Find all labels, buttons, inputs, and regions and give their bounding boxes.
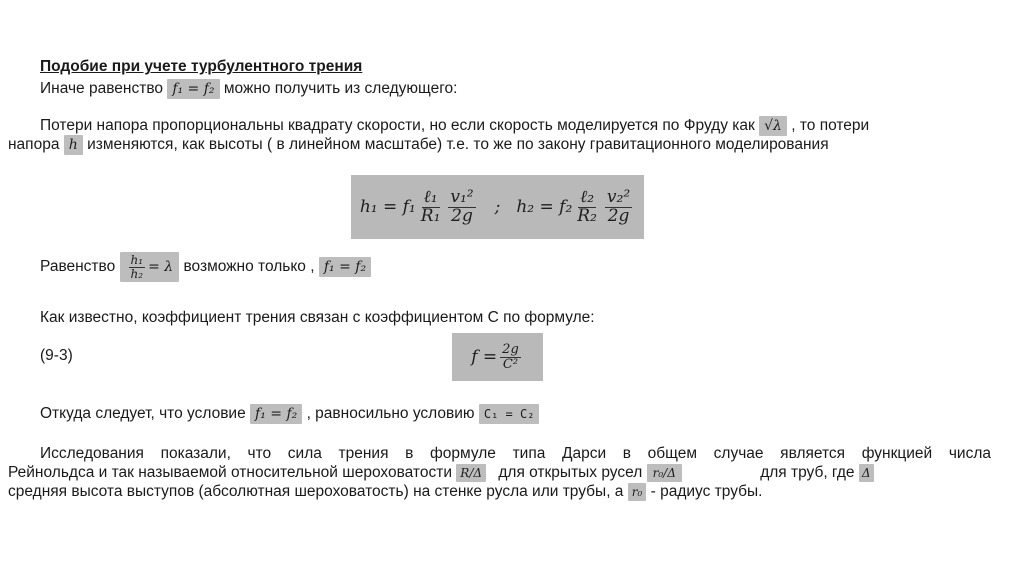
p3-prefix: Равенство [40,258,116,276]
formula-head-loss [351,175,644,239]
p2-text-d: изменяются, как высоты ( в линейном масштабе) т.е. то же по закону гравитационного моделирования [87,136,829,154]
formula-f-2g-c2 [452,333,543,381]
big-left-frac-1 [419,186,443,226]
p1-suffix: можно получить из следующего: [223,80,458,98]
eq-num: 2g [502,341,519,357]
p2-text-a: Потери напора пропорциональны квадрату скорости, но если скорость моделируется по Фруду как [40,117,755,135]
paragraph-1 [40,79,458,99]
big-right-frac-1 [575,186,599,226]
formula-f1-eq-f2-c: f₁ = f₂ [250,404,302,424]
big-right-f2-den: 2g [607,205,630,226]
p6-prefix: Откуда следует, что условие [40,405,246,423]
p1-prefix: Иначе равенство [40,80,163,98]
formula-h-ratio [120,252,180,282]
formula-r0-over-delta: r₀/Δ [647,464,682,482]
p7-line-3 [8,482,991,501]
formula-r-over-delta: R/Δ [456,464,486,482]
p6-middle: , равносильно условию [306,405,475,423]
big-left-lhs: h₁ = f₁ [359,197,416,217]
formula-r0: r₀ [628,483,647,501]
paragraph-6 [40,404,539,424]
formula-h: h [64,135,83,155]
paragraph-2-line-1 [40,116,869,136]
big-separator: ; [494,197,501,217]
ratio-frac [129,254,146,280]
p3-middle: возможно только , [183,258,315,276]
big-left-f1-den: R₁ [420,205,441,226]
paragraph-2-line-2 [8,135,829,155]
paragraph-7 [8,444,991,501]
p7-line2-a: Рейнольдса и так называемой относительной шероховатости [8,464,452,481]
big-right-f1-num: ℓ₂ [580,186,595,207]
big-right-f1-den: R₂ [577,205,597,226]
eq-den: C² [502,356,519,372]
p7-line-1 [8,444,991,463]
formula-delta: Δ [859,464,874,482]
big-left-f1-num: ℓ₁ [423,186,438,207]
ratio-num: h₁ [130,253,144,267]
big-right-frac-2 [605,186,632,226]
p7-line3-b: - радиус трубы. [650,483,763,500]
formula-sqrt-lambda: √λ [759,116,787,136]
p2-text-b: , то потери [791,117,870,135]
p7-line2-c: для труб, где [760,464,855,481]
p7-line1-text: Исследования показали, что сила трения в формуле типа Дарси в общем случае является функцией числа [40,445,991,462]
big-right-lhs: h₂ = f₂ [516,197,573,217]
paragraph-4: Как известно, коэффициент трения связан с коэффициентом С по формуле: [40,309,595,326]
formula-f1-eq-f2: f₁ = f₂ [167,79,219,99]
formula-f1-eq-f2-b: f₁ = f₂ [319,257,371,277]
big-left-f2-num: v₁² [450,186,474,207]
paragraph-3 [40,252,371,282]
p7-line-2 [8,463,991,482]
p2-text-c: напора [8,136,60,154]
eq-lhs: f = [471,347,498,367]
big-right-f2-num: v₂² [606,186,631,207]
p7-line2-b: для открытых русел [498,464,643,481]
ratio-den: h₂ [130,266,144,281]
big-left-f2-den: 2g [451,205,473,226]
p7-line3-a: средняя высота выступов (абсолютная шероховатость) на стенке русла или трубы, а [8,483,624,500]
equation-label: (9-3) [40,347,73,364]
eq-frac [500,343,521,371]
formula-c1-eq-c2: C₁ = C₂ [479,404,540,424]
section-heading: Подобие при учете турбулентного трения [40,58,363,75]
ratio-rhs: = λ [148,259,174,276]
big-left-frac-2 [448,186,475,226]
